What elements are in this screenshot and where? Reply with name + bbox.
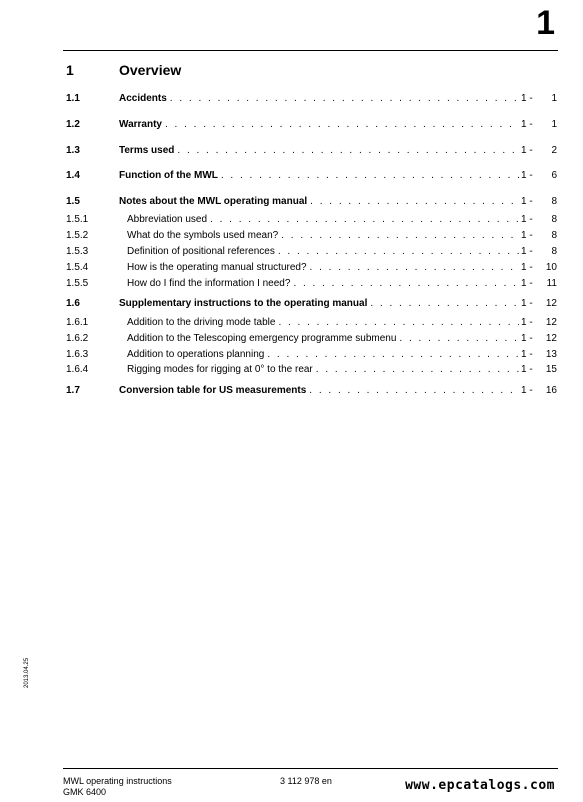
dot-leader bbox=[165, 118, 519, 132]
toc-entry-title: How do I find the information I need? bbox=[127, 278, 291, 289]
toc-entry-page-number: 1 bbox=[551, 119, 557, 130]
dot-leader bbox=[293, 277, 519, 291]
toc-entry-chapter-prefix: 1 - bbox=[521, 349, 533, 360]
chapter-heading bbox=[0, 62, 583, 80]
footer-line-1: MWL operating instructions bbox=[63, 776, 172, 786]
toc-entry-chapter-prefix: 1 - bbox=[521, 246, 533, 257]
toc-entry[interactable] bbox=[0, 316, 583, 330]
toc-entry[interactable] bbox=[0, 144, 583, 158]
toc-entry-title-line bbox=[119, 384, 519, 398]
chapter-number: 1 bbox=[536, 4, 555, 42]
toc-entry-chapter-prefix: 1 - bbox=[521, 298, 533, 309]
dot-leader bbox=[310, 261, 519, 275]
toc-entry-page-number: 8 bbox=[551, 246, 557, 257]
toc-entry-title-line bbox=[127, 277, 519, 291]
dot-leader bbox=[316, 363, 519, 377]
toc-entry-title-line bbox=[127, 245, 519, 259]
toc-entry-title: Rigging modes for rigging at 0° to the rear bbox=[127, 364, 313, 375]
toc-entry-title-line bbox=[127, 316, 519, 330]
dot-leader bbox=[281, 229, 519, 243]
footer-doc-number: 3 112 978 en bbox=[280, 776, 332, 786]
toc-entry-title: Supplementary instructions to the operating manual bbox=[119, 298, 368, 309]
dot-leader bbox=[170, 92, 519, 106]
toc-entry-page-number: 8 bbox=[551, 196, 557, 207]
toc-entry-page-number: 11 bbox=[546, 278, 557, 289]
toc-entry-title: Accidents bbox=[119, 93, 167, 104]
toc-entry-chapter-prefix: 1 - bbox=[521, 93, 533, 104]
toc-entry-page-number: 13 bbox=[545, 349, 557, 360]
toc-entry[interactable] bbox=[0, 92, 583, 106]
toc-entry-chapter-prefix: 1 - bbox=[521, 230, 533, 241]
toc-entry-chapter-prefix: 1 - bbox=[521, 196, 533, 207]
toc-entry[interactable] bbox=[0, 348, 583, 362]
toc-entry[interactable] bbox=[0, 118, 583, 132]
toc-entry-number: 1.7 bbox=[66, 385, 80, 396]
toc-entry-number: 1.5.4 bbox=[66, 262, 89, 273]
toc-entry-number: 1.6.2 bbox=[66, 333, 89, 344]
toc-entry-chapter-prefix: 1 - bbox=[521, 385, 533, 396]
toc-entry-page-number: 10 bbox=[545, 262, 557, 273]
dot-leader bbox=[399, 332, 519, 346]
toc-entry-title: Definition of positional references bbox=[127, 246, 275, 257]
toc-entry-number: 1.6.4 bbox=[66, 364, 89, 375]
toc-entry[interactable] bbox=[0, 229, 583, 243]
toc-entry-page-number: 6 bbox=[551, 170, 557, 181]
toc-entry-title: Abbreviation used bbox=[127, 214, 208, 225]
toc-entry-title-line bbox=[127, 213, 519, 227]
toc-entry-page-number: 12 bbox=[545, 333, 557, 344]
toc-entry-chapter-prefix: 1 - bbox=[521, 170, 533, 181]
toc-entry-page-number: 15 bbox=[545, 364, 557, 375]
toc-entry-number: 1.4 bbox=[66, 170, 80, 181]
watermark-url: www.epcatalogs.com bbox=[405, 778, 555, 793]
dot-leader bbox=[278, 316, 519, 330]
toc-entry-chapter-prefix: 1 - bbox=[521, 364, 533, 375]
toc-entry-number: 1.5.1 bbox=[66, 214, 89, 225]
toc-entry-title: Function of the MWL bbox=[119, 170, 218, 181]
side-date-stamp: 2013.04.25 bbox=[24, 657, 30, 688]
footer-doc-title bbox=[63, 776, 172, 798]
toc-entry-title-line bbox=[119, 92, 519, 106]
toc-entry-title: How is the operating manual structured? bbox=[127, 262, 307, 273]
toc-entry-chapter-prefix: 1 - bbox=[521, 333, 533, 344]
toc-entry[interactable] bbox=[0, 297, 583, 311]
toc-entry-number: 1.5 bbox=[66, 196, 80, 207]
toc-entry-chapter-prefix: 1 - bbox=[521, 317, 533, 328]
toc-entry-page-number: 16 bbox=[545, 385, 557, 396]
toc-entry-page-number: 2 bbox=[551, 145, 557, 156]
toc-entry-title-line bbox=[119, 144, 519, 158]
toc-entry-chapter-prefix: 1 - bbox=[521, 145, 533, 156]
toc-entry-number: 1.2 bbox=[66, 119, 80, 130]
toc-entry-title-line bbox=[119, 169, 519, 183]
toc-entry-title: Notes about the MWL operating manual bbox=[119, 196, 308, 207]
top-divider bbox=[63, 50, 558, 51]
toc-entry-number: 1.3 bbox=[66, 145, 80, 156]
toc-entry-page-number: 12 bbox=[545, 317, 557, 328]
toc-entry-title-line bbox=[119, 118, 519, 132]
heading-title: Overview bbox=[119, 62, 182, 78]
toc-entry-number: 1.5.2 bbox=[66, 230, 89, 241]
dot-leader bbox=[177, 144, 519, 158]
bottom-divider bbox=[63, 768, 558, 769]
dot-leader bbox=[310, 195, 519, 209]
toc-entry-number: 1.5.5 bbox=[66, 278, 89, 289]
toc-entry[interactable] bbox=[0, 245, 583, 259]
toc-entry[interactable] bbox=[0, 277, 583, 291]
toc-entry-title-line bbox=[119, 297, 519, 311]
toc-entry-chapter-prefix: 1 - bbox=[521, 214, 533, 225]
toc-entry[interactable] bbox=[0, 169, 583, 183]
dot-leader bbox=[278, 245, 519, 259]
toc-entry-title: What do the symbols used mean? bbox=[127, 230, 279, 241]
dot-leader bbox=[309, 384, 519, 398]
toc-entry-chapter-prefix: 1 - bbox=[521, 278, 533, 289]
toc-entry-page-number: 8 bbox=[551, 230, 557, 241]
footer-line-2: GMK 6400 bbox=[63, 787, 107, 797]
toc-entry[interactable] bbox=[0, 384, 583, 398]
toc-entry[interactable] bbox=[0, 213, 583, 227]
toc-entry-title: Conversion table for US measurements bbox=[119, 385, 307, 396]
dot-leader bbox=[267, 348, 519, 362]
heading-number: 1 bbox=[66, 62, 74, 78]
toc-entry-number: 1.6.1 bbox=[66, 317, 89, 328]
toc-entry-title: Addition to the driving mode table bbox=[127, 317, 276, 328]
toc-entry-chapter-prefix: 1 - bbox=[521, 119, 533, 130]
dot-leader bbox=[210, 213, 519, 227]
toc-entry[interactable] bbox=[0, 195, 583, 209]
toc-entry-title-line bbox=[127, 348, 519, 362]
dot-leader bbox=[370, 297, 519, 311]
toc-entry-title-line bbox=[119, 195, 519, 209]
toc-entry-title: Terms used bbox=[119, 145, 175, 156]
toc-entry-number: 1.1 bbox=[66, 93, 80, 104]
toc-entry-title: Addition to operations planning bbox=[127, 349, 265, 360]
toc-entry-chapter-prefix: 1 - bbox=[521, 262, 533, 273]
toc-entry-number: 1.6 bbox=[66, 298, 80, 309]
toc-entry[interactable] bbox=[0, 363, 583, 377]
toc-entry-title-line bbox=[127, 261, 519, 275]
toc-entry-title-line bbox=[127, 229, 519, 243]
toc-entry-title-line bbox=[127, 332, 519, 346]
toc-entry-page-number: 12 bbox=[545, 298, 557, 309]
toc-entry-page-number: 8 bbox=[551, 214, 557, 225]
toc-entry[interactable] bbox=[0, 332, 583, 346]
toc-entry-page-number: 1 bbox=[551, 93, 557, 104]
toc-entry-title-line bbox=[127, 363, 519, 377]
toc-entry[interactable] bbox=[0, 261, 583, 275]
toc-entry-title: Addition to the Telescoping emergency programme submenu bbox=[127, 333, 397, 344]
dot-leader bbox=[221, 169, 519, 183]
toc-entry-number: 1.6.3 bbox=[66, 349, 89, 360]
toc-entry-title: Warranty bbox=[119, 119, 162, 130]
toc-entry-number: 1.5.3 bbox=[66, 246, 89, 257]
